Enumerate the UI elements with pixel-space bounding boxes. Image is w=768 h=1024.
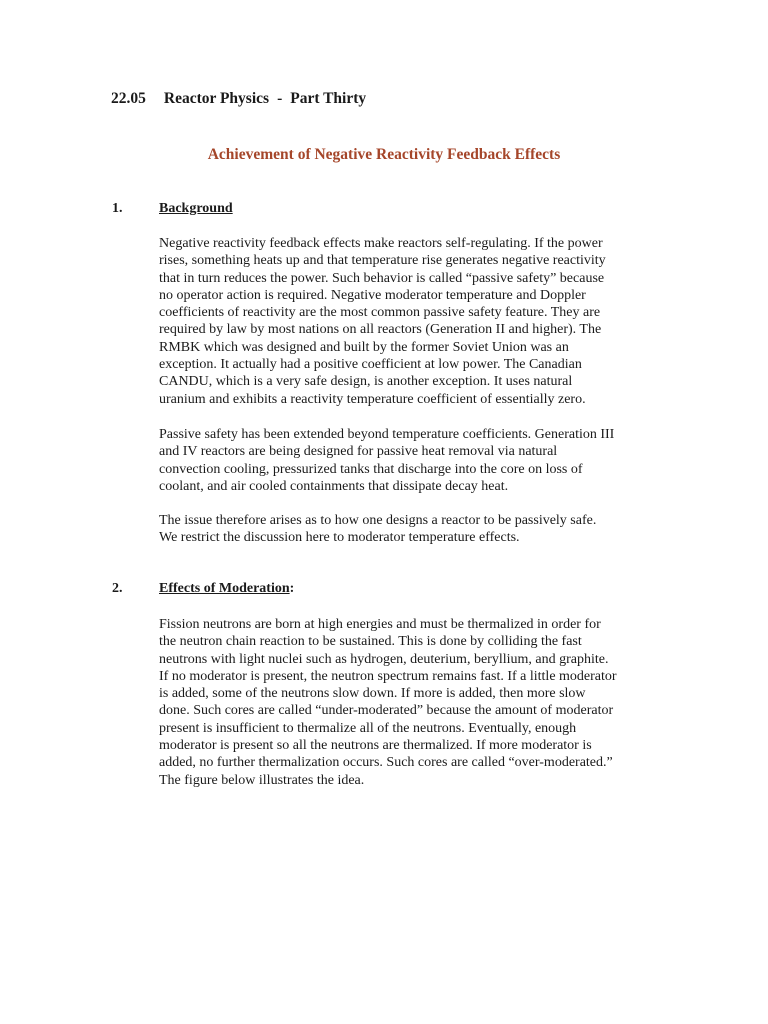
text-line: present is insufficient to thermalize all of the neutrons. Eventually, enough <box>159 720 577 736</box>
text-line: coefficients of reactivity are the most common passive safety feature. They are <box>159 305 601 321</box>
text-line: that in turn reduces the power. Such behavior is called “passive safety” because <box>159 270 605 286</box>
text-line: is added, some of the neutrons slow down. If more is added, then more slow <box>159 686 586 702</box>
text-line: required by law by most nations on all reactors (Generation II and higher). The <box>159 322 602 338</box>
text-line: neutrons with light nuclei such as hydrogen, deuterium, beryllium, and graphite. <box>159 651 609 667</box>
text-line: the neutron chain reaction to be sustained. This is done by colliding the fast <box>159 634 582 650</box>
section-title: Background <box>159 201 233 216</box>
text-line: uranium and exhibits a reactivity temperature coefficient of essentially zero. <box>159 391 586 407</box>
text-line: Negative reactivity feedback effects make reactors self-regulating. If the power <box>159 236 603 251</box>
section-number: 2. <box>112 581 123 596</box>
text-line: rises, something heats up and that temperature rise generates negative reactivity <box>159 253 606 269</box>
text-line: exception. It actually had a positive coefficient at low power. The Canadian <box>159 357 582 373</box>
section-1-heading <box>112 201 233 217</box>
text-line: RMBK which was designed and built by the former Soviet Union was an <box>159 339 569 355</box>
text-line: We restrict the discussion here to moderator temperature effects. <box>159 530 520 546</box>
paragraph-background-2 <box>159 426 679 495</box>
paragraph-background-1 <box>159 235 679 408</box>
section-title: Effects of Moderation <box>159 581 290 596</box>
text-line: Fission neutrons are born at high energies and must be thermalized in order for <box>159 617 601 632</box>
document-title: Achievement of Negative Reactivity Feedback Effects <box>207 146 561 163</box>
text-line: Passive safety has been extended beyond temperature coefficients. Generation III <box>159 427 615 442</box>
document-header <box>111 90 366 108</box>
part-label: Part Thirty <box>290 90 367 107</box>
text-line: If no moderator is present, the neutron spectrum remains fast. If a little moderator <box>159 668 617 684</box>
paragraph-moderation-1 <box>159 616 679 789</box>
course-number: 22.05 <box>111 90 146 107</box>
header-separator: - <box>277 90 283 107</box>
text-line: added, no further thermalization occurs. Such cores are called “over-moderated.” <box>159 755 613 771</box>
paragraph-background-3 <box>159 512 679 547</box>
text-line: and IV reactors are being designed for passive heat removal via natural <box>159 444 558 460</box>
course-subject: Reactor Physics <box>163 90 270 107</box>
section-2-heading <box>112 581 294 597</box>
text-line: convection cooling, pressurized tanks that discharge into the core on loss of <box>159 461 583 477</box>
text-line: no operator action is required. Negative moderator temperature and Doppler <box>159 287 586 303</box>
text-line: done. Such cores are called “under-moderated” because the amount of moderator <box>159 703 614 719</box>
section-title-suffix: : <box>289 581 295 596</box>
section-number: 1. <box>112 201 123 216</box>
text-line: The figure below illustrates the idea. <box>159 772 365 788</box>
text-line: CANDU, which is a very safe design, is another exception. It uses natural <box>159 374 573 390</box>
text-line: The issue therefore arises as to how one designs a reactor to be passively safe. <box>159 513 597 528</box>
text-line: moderator is present so all the neutrons are thermalized. If more moderator is <box>159 738 592 754</box>
text-line: coolant, and air cooled containments that dissipate decay heat. <box>159 478 509 494</box>
